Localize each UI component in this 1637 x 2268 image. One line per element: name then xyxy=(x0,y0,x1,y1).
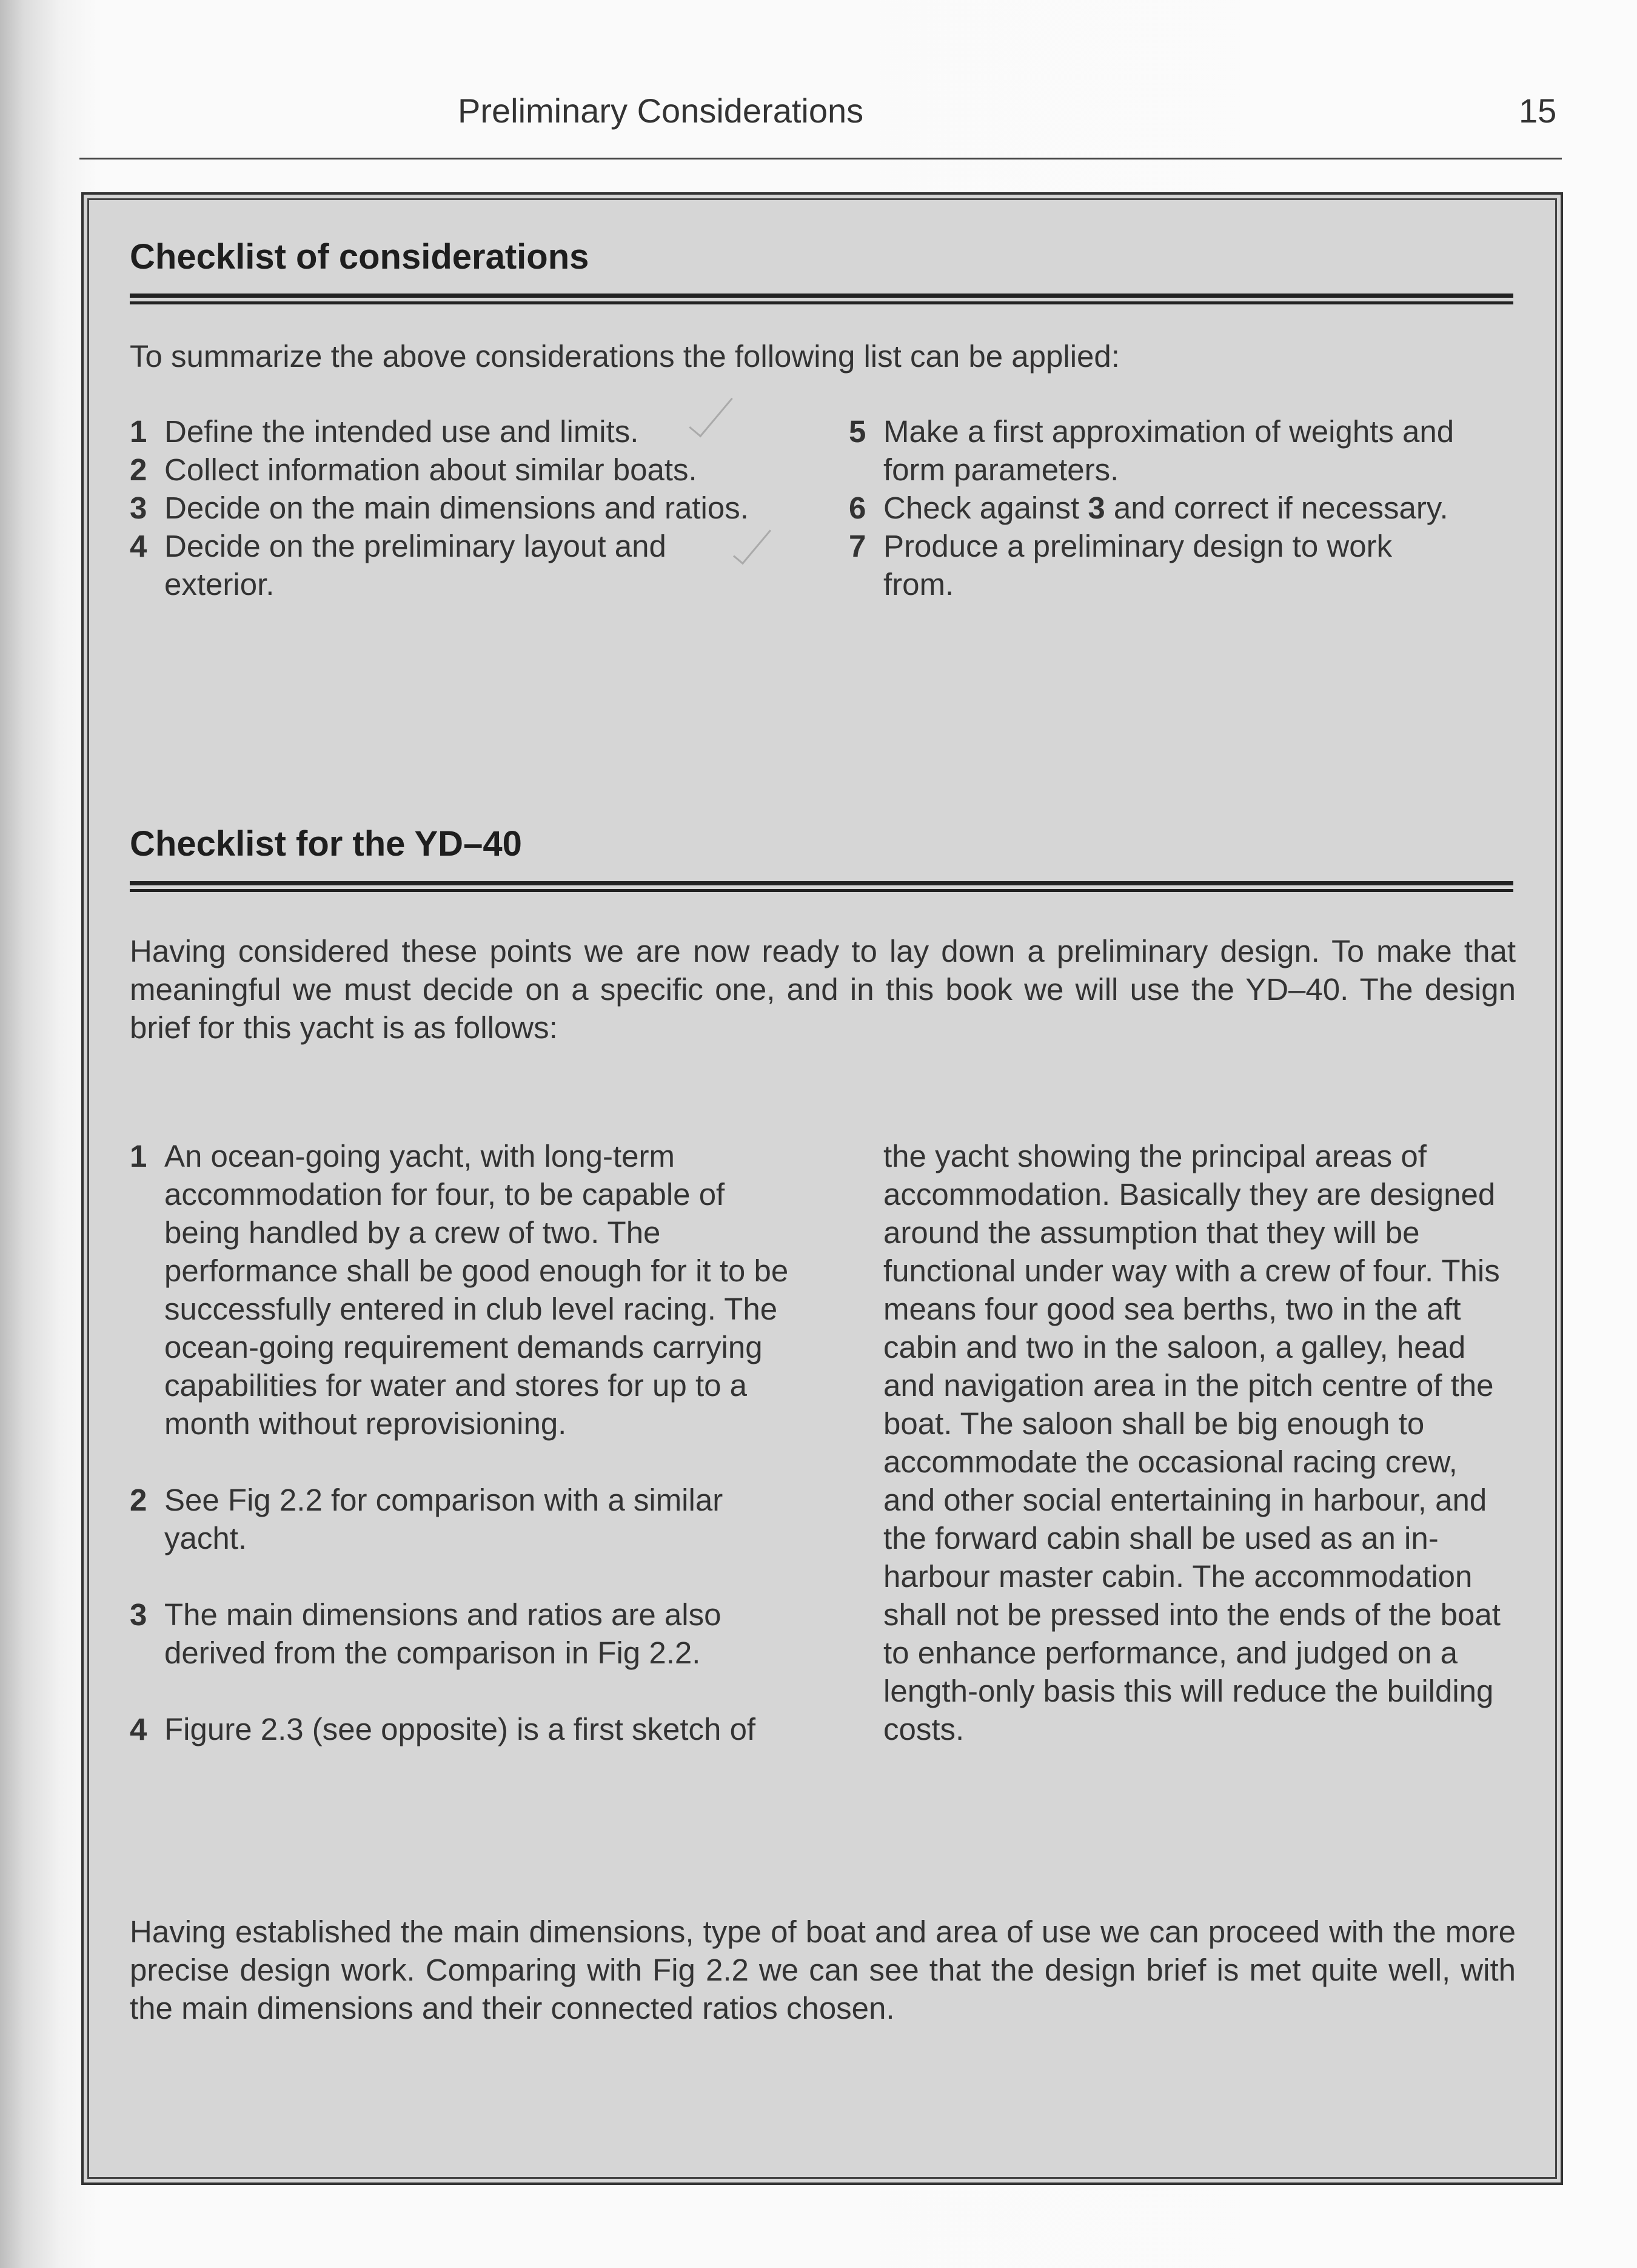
list-item xyxy=(849,489,1522,527)
item-text: Decide on the main dimensions and ratios. xyxy=(164,491,749,525)
closing-paragraph: Having established the main dimensions, type of boat and area of use we can proceed with the more precise design work. Comparing with Fig 2.2 we can see that the design brief is met quite well, with the main dimensions and their connected ratios chosen. xyxy=(130,1914,1516,2025)
item-text: Collect information about similar boats. xyxy=(164,452,697,487)
design-brief-item4-continued: the yacht showing the principal areas of accommodation. Basically they are designed around the assumption that they will be functional under way with a crew of four. This means four good sea berths, two in the aft cabin and two in the saloon, a galley, head and navigation area in the pitch centre of the boat. The saloon shall be big enough to accommodate the occasional racing crew, and other social entertaining in harbour, and the forward cabin shall be used as an in-harbour master cabin. The accommodation shall not be pressed into the ends of the boat to enhance performance, and judged on a length-only basis this will reduce the building costs. xyxy=(883,1139,1501,1746)
list-item xyxy=(130,1595,803,1672)
section-heading-considerations: Checklist of considerations xyxy=(130,237,589,277)
item-number: 3 xyxy=(130,1597,147,1632)
heading-double-rule xyxy=(130,294,1513,304)
header-rule xyxy=(79,158,1562,159)
item-number: 2 xyxy=(130,452,147,487)
item-reference: 3 xyxy=(1088,491,1105,525)
page-number: 15 xyxy=(1519,92,1557,130)
item-text: An ocean-going yacht, with long-term accommodation for four, to be capable of being handled by a crew of two. The performance shall be good enough for it to be successfully entered in club level racing. The ocean-going requirement demands carrying capabilities for water and stores for up to a month without reprovisioning. xyxy=(164,1139,789,1441)
list-item xyxy=(130,527,710,603)
list-item xyxy=(130,489,803,527)
item-text: The main dimensions and ratios are also derived from the comparison in Fig 2.2. xyxy=(164,1597,721,1670)
item-text: Produce a preliminary design to work from. xyxy=(883,529,1393,602)
considerations-list-right xyxy=(849,412,1522,603)
item-number: 2 xyxy=(130,1483,147,1517)
list-item xyxy=(130,451,803,489)
item-text: Make a first approximation of weights and form parameters. xyxy=(883,414,1455,487)
chapter-title: Preliminary Considerations xyxy=(458,92,864,130)
item-number: 6 xyxy=(849,491,866,525)
item-number: 1 xyxy=(130,414,147,449)
item-number: 3 xyxy=(130,491,147,525)
list-item xyxy=(130,1137,803,1443)
item-text: Decide on the preliminary layout and exterior. xyxy=(164,529,666,602)
item-text: and correct if necessary. xyxy=(1105,491,1448,525)
list-item xyxy=(849,527,1465,603)
list-item xyxy=(849,412,1522,489)
item-number: 1 xyxy=(130,1139,147,1173)
section1-intro: To summarize the above considerations the following list can be applied: xyxy=(130,339,1120,374)
item-text: See Fig 2.2 for comparison with a similar yacht. xyxy=(164,1483,723,1555)
section-heading-yd40: Checklist for the YD–40 xyxy=(130,824,522,864)
section2-intro: Having considered these points we are now ready to lay down a preliminary design. To make that meaningful we must decide on a specific one, and in this book we will use the YD–40. The design brief for this yacht is as follows: xyxy=(130,934,1516,1045)
item-number: 4 xyxy=(130,529,147,563)
heading-double-rule xyxy=(130,881,1513,892)
list-item xyxy=(130,1710,803,1748)
item-number: 4 xyxy=(130,1712,147,1746)
considerations-list-left xyxy=(130,412,803,603)
list-item xyxy=(130,1481,803,1557)
item-number: 7 xyxy=(849,529,866,563)
design-brief-list-left xyxy=(130,1137,803,1748)
item-text: Define the intended use and limits. xyxy=(164,414,639,449)
item-text: Figure 2.3 (see opposite) is a first sketch of xyxy=(164,1712,756,1746)
item-text: Check against xyxy=(883,491,1088,525)
item-number: 5 xyxy=(849,414,866,449)
